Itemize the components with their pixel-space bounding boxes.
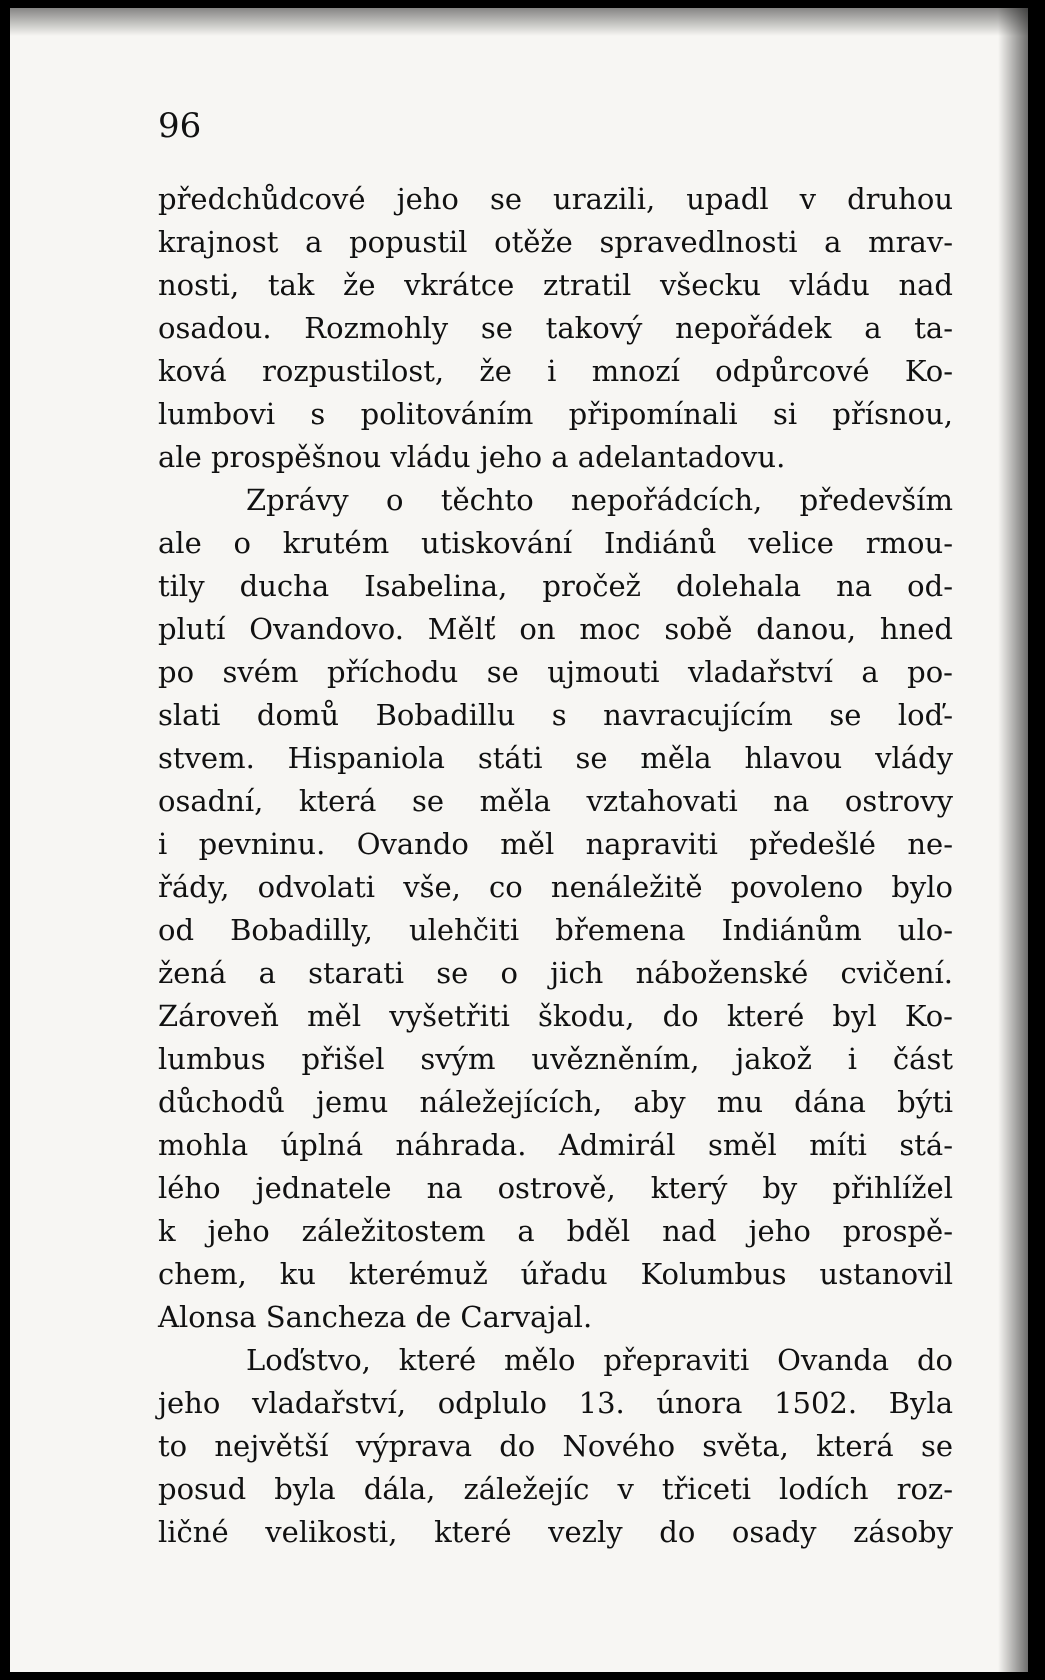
text-line: Zároveň měl vyšetřiti škodu, do které byl Ko- — [158, 999, 953, 1033]
text-line: lumbus přišel svým uvězněním, jakož i část — [158, 1042, 953, 1076]
text-line: k jeho záležitostem a bděl nad jeho prospě- — [158, 1214, 953, 1248]
text-line: nosti, tak že vkrátce ztratil všecku vládu nad — [158, 268, 953, 302]
text-line: Loďstvo, které mělo přepraviti Ovanda do — [246, 1343, 953, 1377]
text-line: ale o krutém utiskování Indiánů velice rmou- — [158, 526, 953, 560]
text-line: ličné velikosti, které vezly do osady zásoby — [158, 1515, 953, 1549]
body-text — [158, 178, 953, 1554]
text-line: mohla úplná náhrada. Admirál směl míti stá- — [158, 1128, 953, 1162]
text-line: to největší výprava do Nového světa, která se — [158, 1429, 953, 1463]
text-line: ale prospěšnou vládu jeho a adelantadovu. — [158, 440, 786, 474]
text-line: po svém příchodu se ujmouti vladařství a po- — [158, 655, 953, 689]
text-line: osadou. Rozmohly se takový nepořádek a ta- — [158, 311, 953, 345]
text-line: od Bobadilly, ulehčiti břemena Indiánům ulo- — [158, 913, 953, 947]
text-line: předchůdcové jeho se urazili, upadl v druhou — [158, 182, 953, 216]
text-line: Zprávy o těchto nepořádcích, především — [246, 483, 953, 517]
book-page — [10, 8, 1028, 1672]
text-line: ková rozpustilost, že i mnozí odpůrcové Ko- — [158, 354, 953, 388]
text-line: lého jednatele na ostrově, který by přihlížel — [158, 1171, 953, 1205]
text-line: chem, ku kterémuž úřadu Kolumbus ustanovil — [158, 1257, 953, 1291]
text-line: i pevninu. Ovando měl napraviti předešlé ne- — [158, 827, 953, 861]
text-line: Alonsa Sancheza de Carvajal. — [158, 1300, 593, 1334]
text-line: lumbovi s politováním připomínali si přísnou, — [158, 397, 953, 431]
text-line: řády, odvolati vše, co nenáležitě povoleno bylo — [158, 870, 953, 904]
text-line: žená a starati se o jich náboženské cvičení. — [158, 956, 953, 990]
text-line: plutí Ovandovo. Mělť on moc sobě danou, hned — [158, 612, 953, 646]
text-line: jeho vladařství, odplulo 13. února 1502. Byla — [158, 1386, 953, 1420]
text-line: posud byla dála, záležejíc v třiceti lodích roz- — [158, 1472, 953, 1506]
text-line: tily ducha Isabelina, pročež dolehala na od- — [158, 569, 953, 603]
text-line: stvem. Hispaniola státi se měla hlavou vlády — [158, 741, 953, 775]
page-number: 96 — [158, 106, 202, 146]
text-line: krajnost a popustil otěže spravedlnosti a mrav- — [158, 225, 953, 259]
text-line: důchodů jemu náležejících, aby mu dána býti — [158, 1085, 953, 1119]
text-line: slati domů Bobadillu s navracujícím se loď- — [158, 698, 953, 732]
text-line: osadní, která se měla vztahovati na ostrovy — [158, 784, 953, 818]
